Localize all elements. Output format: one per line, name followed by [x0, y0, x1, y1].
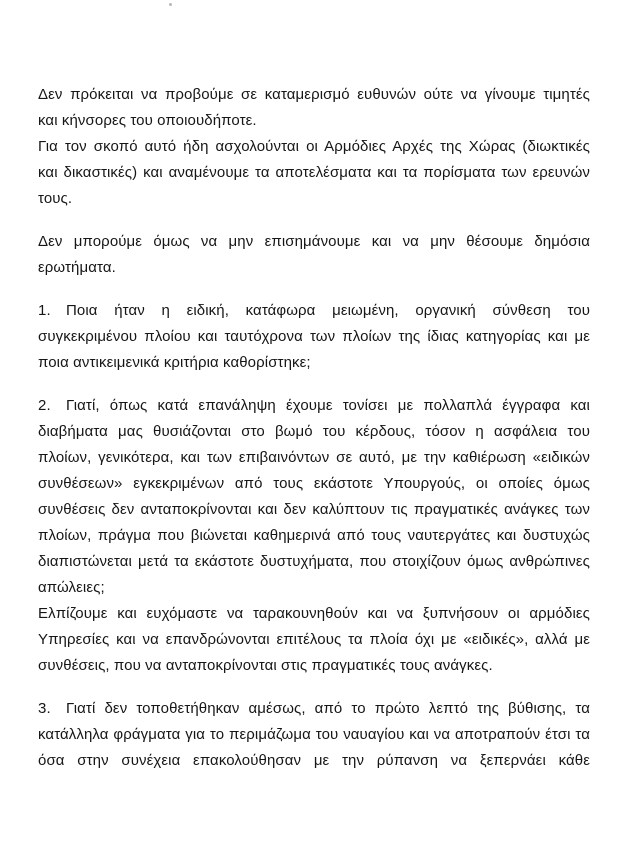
text-line: ποια αντικειμενικά κριτήρια καθορίστηκε;	[38, 354, 311, 371]
text-line: συνθέσεις δεν ανταποκρίνονται και δεν καλύπτουν τις πραγματικές ανάγκες των	[38, 501, 590, 518]
list-number: 3.	[38, 700, 51, 717]
text-line: Δεν μπορούμε όμως να μην επισημάνουμε και να μην θέσουμε δημόσια	[38, 233, 590, 250]
text-line: και δικαστικές) και αναμένουμε τα αποτελέσματα και τα πορίσματα των ερευνών	[38, 164, 590, 181]
text-line: συνθέσεων» εγκεκριμένων από τους εκάστοτε Υπουργούς, οι οποίες όμως	[38, 475, 590, 492]
question-2	[38, 393, 590, 601]
text-line: συνθέσεις, που να ανταποκρίνονται στις πραγματικές τους ανάγκες.	[38, 657, 493, 674]
paragraph-questions-intro	[38, 229, 590, 281]
text-line: και κήνσορες του οποιουδήποτε.	[38, 112, 257, 129]
text-line	[38, 393, 590, 419]
question-text: Γιατί δεν τοποθετήθηκαν αμέσως, από το πρώτο λεπτό της βύθισης, τα	[66, 700, 590, 717]
text-line: Ελπίζουμε και ευχόμαστε να ταρακουνηθούν και να ξυπνήσουν οι αρμόδιες	[38, 605, 590, 622]
text-line: διαπιστώνεται μετά τα εκάστοτε δυστυχήματα, που στοιχίζουν όμως ανθρώπινες	[38, 553, 590, 570]
text-line: συγκεκριμένου πλοίου και ταυτόχρονα των πλοίων της ίδιας κατηγορίας και με	[38, 328, 590, 345]
question-3	[38, 696, 590, 774]
paragraph-hope	[38, 601, 590, 679]
text-line: πλοίων, πράγμα που βιώνεται καθημερινά από τους ναυτεργάτες και δυστυχώς	[38, 527, 590, 544]
list-number: 2.	[38, 397, 51, 414]
text-line: όσα στην συνέχεια επακολούθησαν με την ρύπανση να ξεπερνάει κάθε	[38, 752, 590, 769]
text-line: απώλειες;	[38, 579, 105, 596]
paragraph-authorities	[38, 134, 590, 212]
question-text: Ποια ήταν η ειδική, κατάφωρα μειωμένη, οργανική σύνθεση του	[66, 302, 590, 319]
list-number: 1.	[38, 302, 51, 319]
question-text: Γιατί, όπως κατά επανάληψη έχουμε τονίσει με πολλαπλά έγγραφα και	[66, 397, 590, 414]
scan-artifact	[169, 3, 172, 6]
paragraph-intro	[38, 82, 590, 134]
question-1	[38, 298, 590, 376]
text-line: διαβήματα μας θυσιάζονται στο βωμό του κέρδους, τόσον η ασφάλεια του	[38, 423, 590, 440]
text-line: κατάλληλα φράγματα για το περιμάζωμα του ναυαγίου και να αποτραπούν έτσι τα	[38, 726, 590, 743]
text-line: τους.	[38, 190, 73, 207]
text-line: ερωτήματα.	[38, 259, 116, 276]
text-line	[38, 696, 590, 722]
text-line	[38, 298, 590, 324]
text-line: Δεν πρόκειται να προβούμε σε καταμερισμό ευθυνών ούτε να γίνουμε τιμητές	[38, 86, 590, 103]
text-line: Υπηρεσίες και να επανδρώνονται επιτέλους τα πλοία όχι με «ειδικές», αλλά με	[38, 631, 590, 648]
text-line: Για τον σκοπό αυτό ήδη ασχολούνται οι Αρμόδιες Αρχές της Χώρας (διωκτικές	[38, 138, 590, 155]
text-line: πλοίων, γενικότερα, και των επιβαινόντων σε αυτό, με την καθιέρωση «ειδικών	[38, 449, 590, 466]
